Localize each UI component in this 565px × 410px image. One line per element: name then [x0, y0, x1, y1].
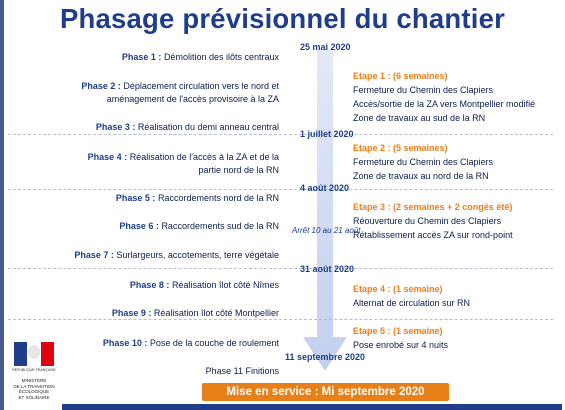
phase-8: [130, 279, 279, 292]
date-label-3: 4 août 2020: [300, 183, 350, 193]
page-title: Phasage prévisionnel du chantier: [59, 3, 505, 34]
step-line: Alternat de circulation sur RN: [353, 298, 471, 308]
ministry-name: MINISTÈRE DE LA TRANSITION ÉCOLOGIQUE ET SOLIDAIRE: [13, 378, 55, 400]
step-title: Etape 1 : (6 semaines): [353, 71, 448, 81]
step-title: Etape 3 : (2 semaines + 2 congés été): [353, 202, 513, 212]
step-line: Rétablissement accès ZA sur rond-point: [353, 230, 513, 240]
phase-text: Réalisation du demi anneau central: [137, 122, 279, 132]
phase-text: Réalisation îlot côté Nîmes: [171, 280, 279, 290]
phase-number: Phase 9 :: [111, 308, 152, 318]
timeline-arrow: [300, 45, 350, 375]
phase-text: Raccordements sud de la RN: [161, 221, 279, 231]
phase-number: Phase 5 :: [115, 193, 156, 203]
phase-text: Démolition des ilôts centraux: [163, 52, 279, 62]
date-label-5: 11 septembre 2020: [285, 352, 366, 362]
step-line: Accès/sortie de la ZA vers Montpellier modifié: [353, 99, 536, 109]
footer-bar: [62, 404, 562, 410]
phase-text-line2: aménagement de l'accès provisoire à la ZA: [106, 93, 279, 104]
phase-text: Réalisation îlot côté Montpellier: [153, 308, 279, 318]
phase-text: Surlargeurs, accotements, terre végétale: [116, 250, 279, 260]
phase-4: [88, 151, 279, 176]
phase-11: [206, 365, 279, 378]
step-title: Etape 4 : (1 semaine): [353, 284, 443, 294]
phase-9: [112, 307, 279, 320]
phase-7: [74, 249, 279, 262]
separator-2: [8, 189, 553, 190]
separator-4: [8, 319, 553, 320]
step-3: [353, 200, 513, 242]
phase-text: Pose de la couche de roulement: [149, 338, 279, 348]
phase-number: Phase 8 :: [129, 280, 170, 290]
step-4: [353, 282, 470, 310]
mise-en-service-banner: Mise en service : Mi septembre 2020: [202, 383, 449, 401]
phase-text: Déplacement circulation vers le nord et: [123, 81, 279, 91]
republique-label: RÉPUBLIQUE FRANÇAISE: [12, 368, 56, 372]
step-line: Réouverture du Chemin des Clapiers: [353, 216, 502, 226]
phase-number: Phase 3 :: [95, 122, 136, 132]
date-label-1: 25 mai 2020: [300, 42, 351, 52]
pause-note: Arrêt 10 au 21 août: [292, 226, 361, 235]
date-label-4: 31 août 2020: [300, 264, 355, 274]
step-line: Zone de travaux au nord de la RN: [353, 171, 489, 181]
ministry-logo: [6, 338, 62, 408]
step-line: Pose enrobé sur 4 nuits: [353, 340, 449, 350]
phase-text: Réalisation de l'accès à la ZA et de la: [129, 152, 279, 162]
step-title: Etape 5 : (1 semaine): [353, 326, 443, 336]
phase-number: Phase 7 :: [74, 250, 114, 260]
phase-text-line2: partie nord de la RN: [198, 164, 279, 175]
phase-1: [122, 51, 279, 64]
phase-5: [116, 192, 279, 205]
date-label-2: 1 juillet 2020: [300, 129, 354, 139]
phase-text: Phase 11 Finitions: [205, 366, 279, 376]
phase-6: [119, 220, 279, 233]
phase-number: Phase 4 :: [87, 152, 128, 162]
step-5: [353, 324, 448, 352]
phase-2: [81, 80, 279, 105]
phase-text: Raccordements nord de la RN: [157, 193, 279, 203]
phase-10: [103, 337, 279, 350]
step-1: [353, 69, 535, 125]
phase-number: Phase 10 :: [102, 338, 148, 348]
step-line: Zone de travaux au sud de la RN: [353, 113, 486, 123]
phase-3: [96, 121, 279, 134]
step-title: Etape 2 : (5 semaines): [353, 143, 448, 153]
phase-number: Phase 1 :: [121, 52, 162, 62]
separator-1: [8, 134, 553, 135]
step-line: Fermeture du Chemin des Clapiers: [353, 85, 494, 95]
step-2: [353, 141, 493, 183]
marianne-flag-icon: [14, 342, 54, 366]
separator-3: [8, 268, 553, 269]
phase-number: Phase 2 :: [81, 81, 121, 91]
step-line: Fermeture du Chemin des Clapiers: [353, 157, 494, 167]
phase-number: Phase 6 :: [119, 221, 159, 231]
left-accent-bar: [0, 0, 4, 410]
